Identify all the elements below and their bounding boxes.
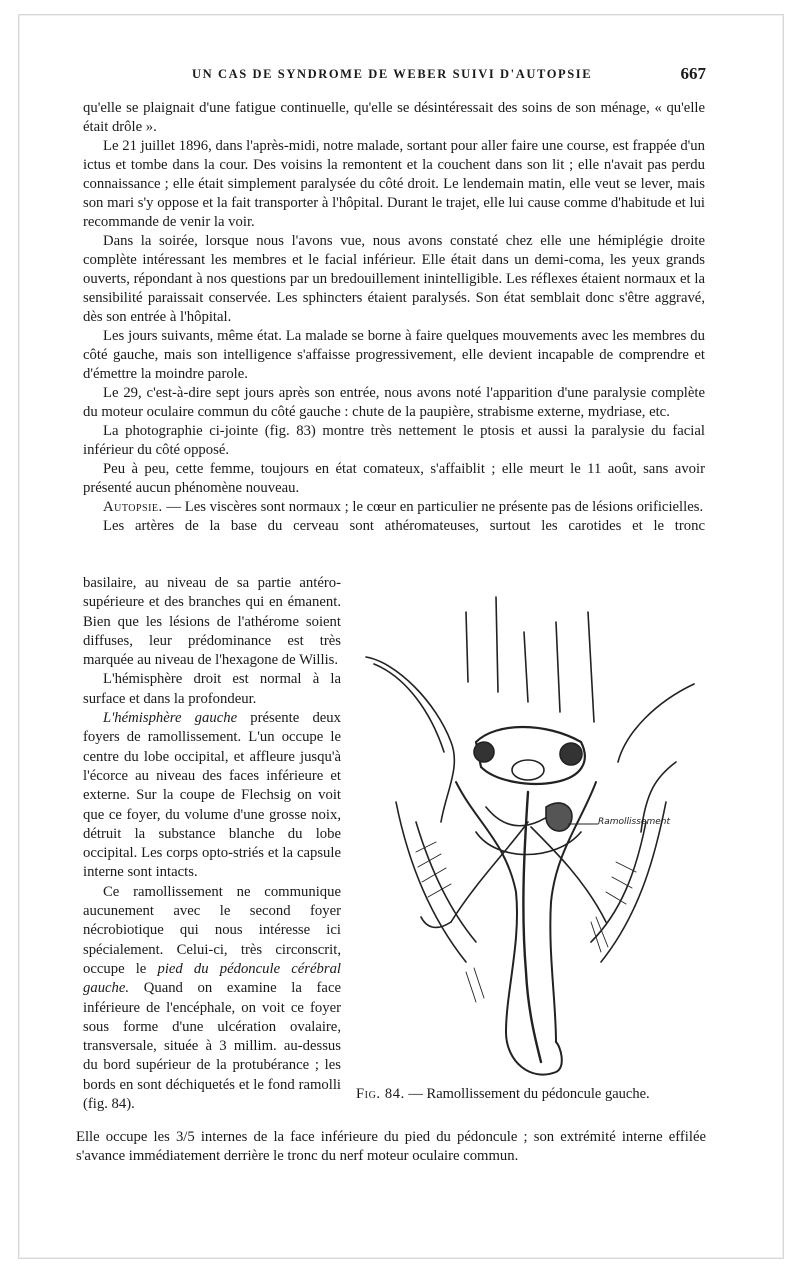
paragraph-3: Dans la soirée, lorsque nous l'avons vue, nous avons constaté chez elle une hémiplégie droite complète intéressant les membres et le facial inférieur. Elle était dans un demi-coma, les yeux grands ouverts, répondant à nos questions par un bredouillement inintelligible. Les réflexes étaient normaux et la sensibilité paraissait conservée. Les sphincters étaient paralysés. Son état semblait donc s'être aggravé, dès son entrée à l'hôpital. bbox=[83, 233, 705, 325]
paragraph-7: Peu à peu, cette femme, toujours en état comateux, s'affaiblit ; elle meurt le 11 août, sans avoir présenté aucun phénomène nouveau. bbox=[83, 461, 705, 496]
emphasis-hemisphere: L'hémisphère gauche bbox=[103, 710, 238, 727]
figure-lesion-label: Ramollissement bbox=[598, 817, 670, 827]
main-text bbox=[83, 99, 705, 536]
column-paragraph-3-text: présente deux foyers de ramollissement. L'un occupe le centre du lobe occipital, et affleure jusqu'à l'écorce au niveau des faces inférieure et externe. Sur la coupe de Flechsig on voit que ce foyer, du volume d'une grosse noix, détruit la substance blanche du lobe occipital. Les corps opto-striés et la capsule interne sont intacts. bbox=[83, 710, 341, 881]
paragraph-8 bbox=[83, 498, 705, 517]
column-paragraph-4-end: Quand on examine la face inférieure de l'encéphale, on voit ce foyer sous forme d'une ulcération ovalaire, transversale, située à 3 millim. au-dessus du bord supérieur de la protubérance ; les bords en sont déchiquetés et le fond ramolli (fig. 84). bbox=[83, 980, 341, 1113]
caption-text: — Ramollissement du pédoncule gauche. bbox=[404, 1086, 650, 1102]
paragraph-1: qu'elle se plaignait d'une fatigue continuelle, qu'elle se désintéressait des soins de son ménage, « qu'elle était drôle ». bbox=[83, 100, 705, 135]
page-number: 667 bbox=[680, 64, 706, 83]
caption-figure-number: Fig. 84. bbox=[356, 1086, 405, 1102]
brain-base-illustration bbox=[356, 592, 706, 1082]
figure-caption bbox=[356, 1086, 706, 1103]
column-paragraph-4-start: Ce ramollissement ne communique aucunement avec le second foyer nécrobiotique qui nous intéresse ici spécialement. Celui-ci, très circonscrit, occupe le bbox=[83, 883, 341, 977]
emphasis-pedoncule: pied du pédoncule cérébral gauche. bbox=[83, 960, 341, 997]
column-paragraph-2: L'hémisphère droit est normal à la surface et dans la profondeur. bbox=[83, 671, 341, 707]
bottom-text bbox=[76, 1128, 706, 1166]
column-paragraph-3 bbox=[83, 709, 341, 883]
left-column bbox=[83, 574, 341, 1114]
column-paragraph-1: basilaire, au niveau de sa partie antéro-supérieure et des branches qui en émanent. Bien que les lésions de l'athérome soient diffuses, leur prédominance est très marquée au niveau de l'hexagone de Willis. bbox=[83, 575, 341, 669]
paragraph-6: La photographie ci-jointe (fig. 83) montre très nettement le ptosis et aussi la paralysie du facial inférieur du côté opposé. bbox=[83, 423, 705, 458]
bottom-paragraph: Elle occupe les 3/5 internes de la face inférieure du pied du pédoncule ; son extrémité interne effilée s'avance immédiatement derrière le tronc du nerf moteur oculaire commun. bbox=[76, 1129, 706, 1164]
column-paragraph-4 bbox=[83, 883, 341, 1115]
paragraph-2: Le 21 juillet 1896, dans l'après-midi, notre malade, sortant pour aller faire une course, est frappée d'un ictus et tombe dans la cour. Des voisins la remontent et la couchent dans son lit ; elle n'avait pas perdu connaissance ; elle était simplement paralysée du côté droit. Le lendemain matin, elle veut se lever, mais son mari s'y oppose et la fait transporter à l'hôpital. Durant le trajet, elle lui cause comme d'habitude et lui recommande de venir la voir. bbox=[83, 138, 705, 230]
running-title: UN CAS DE SYNDROME DE WEBER SUIVI D'AUTOPSIE bbox=[192, 67, 593, 81]
figure-84 bbox=[356, 592, 706, 1082]
section-heading-autopsie: Autopsie. bbox=[103, 499, 163, 515]
paragraph-8-text: — Les viscères sont normaux ; le cœur en particulier ne présente pas de lésions orificielles. bbox=[162, 499, 704, 515]
paragraph-5: Le 29, c'est-à-dire sept jours après son entrée, nous avons noté l'apparition d'une paralysie complète du moteur oculaire commun du côté gauche : chute de la paupière, strabisme externe, mydriase, etc. bbox=[83, 385, 705, 420]
paragraph-9: Les artères de la base du cerveau sont athéromateuses, surtout les carotides et le tronc bbox=[103, 518, 705, 534]
page-header bbox=[96, 64, 708, 86]
paragraph-4: Les jours suivants, même état. La malade se borne à faire quelques mouvements avec les membres du côté gauche, mais son intelligence s'affaisse progressivement, elle devient incapable de comprendre et d'émettre la moindre parole. bbox=[83, 328, 705, 382]
